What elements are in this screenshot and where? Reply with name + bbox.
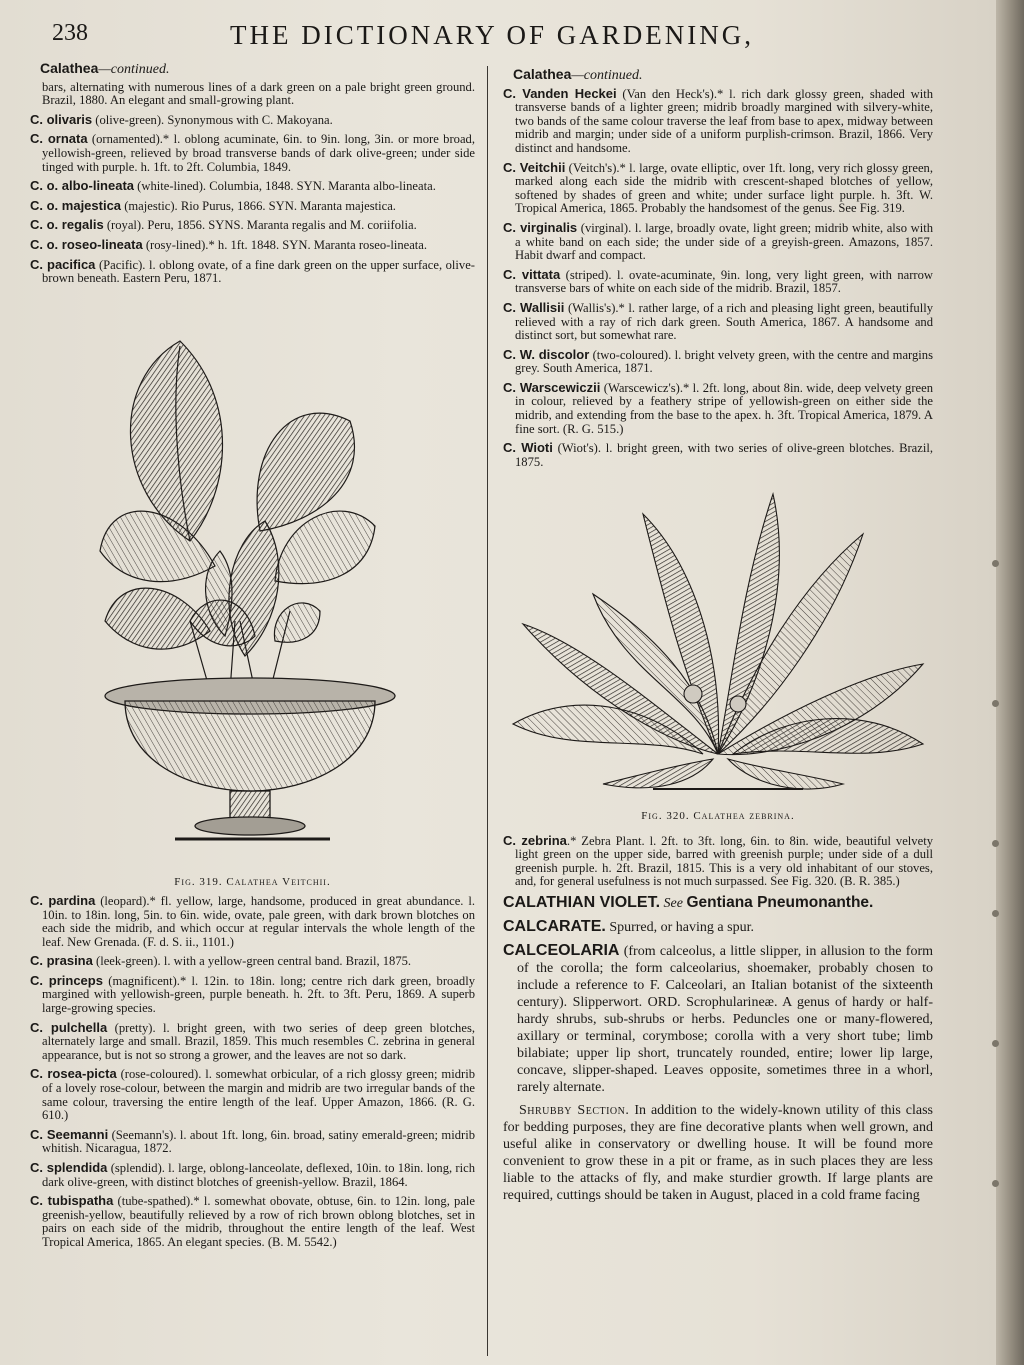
dictionary-entry: C. vittata (striped). l. ovate-acuminate, 9in. long, very light green, with narrow transverse bars of white on each side of the midrib. Brazil, 1857.	[503, 266, 933, 296]
book-page-edge	[996, 0, 1024, 1365]
dictionary-entry: C. o. roseo-lineata (rosy-lined).* h. 1ft. 1848. SYN. Maranta roseo-lineata.	[30, 236, 428, 252]
continued-heading: Calathea—continued.	[40, 60, 170, 77]
figure-319	[30, 291, 475, 890]
dictionary-entry: C. rosea-picta (rose-coloured). l. somewhat orbicular, of a rich glossy green; midrib of a lovely rose-colour, between the margin and midrib are two irregular bands of the same colour, traversing the entire length of the leaf. Upper Amazon, 1866. (R. G. 610.)	[30, 1066, 475, 1123]
dictionary-entry: C. ornata (ornamented).* l. oblong acuminate, 6in. to 9in. long, 3in. or more broad, yellowish-green, relieved by broad transverse bands of dark olive-green; under side tinged with purple. h. 1ft. to 2ft. Columbia, 1849.	[30, 131, 475, 174]
headword-entry: CALCARATE. Spurred, or having a spur.	[503, 918, 754, 935]
section-paragraph: Shrubby Section. In addition to the widely-known utility of this class for bedding purposes, they are fine decorative plants when well grown, and useful alike in conservatory or dwelling house. It will be found more convenient to grow these in a pit or frame, as in such places they are less liable to the attacks of fly, and make sturdier growth. If large plants are required, cuttings should be taken in August, placed in a cold frame facing	[503, 1103, 933, 1203]
dictionary-entry: C. zebrina.* Zebra Plant. l. 2ft. to 3ft. long, 6in. to 8in. wide, beautiful velvety light green on the upper side, barred with greenish purple; under side of a dull greenish purple. h. 2ft. Brazil, 1815. This is a very old inhabitant of our stoves, and, for general usefulness is not much surpassed. See Fig. 320. (B. R. 385.)	[503, 832, 933, 889]
dictionary-entry: C. Vanden Heckei (Van den Heck's).* l. rich dark glossy green, shaded with transverse bands of a lighter green; midrib broadly margined with silvery-white, two bands of the same colour traverse the leaf from base to apex, midway between midrib and margin; under side of a uniform purplish-crimson. Brazil, 1866. Very distinct and handsome.	[503, 85, 933, 155]
figure-320	[503, 474, 933, 823]
continued-heading: Calathea—continued.	[513, 66, 643, 83]
page-title: THE DICTIONARY OF GARDENING,	[230, 20, 754, 50]
dictionary-entry: C. Wallisii (Wallis's).* l. rather large, of a rich and pleasing light green, beautifully relieved with a ray of rich dark green. South America, 1867. A handsome and distinct sort, but somewhat rare.	[503, 299, 934, 343]
calathea-veitchii-engraving	[30, 291, 475, 871]
dictionary-entry: C. pacifica (Pacific). l. oblong ovate, of a fine dark green on the upper surface, olive-brown beneath. Eastern Peru, 1871.	[30, 256, 475, 286]
dictionary-entry: C. prasina (leek-green). l. with a yellow-green central band. Brazil, 1875.	[30, 953, 412, 969]
headword-entry: CALCEOLARIA (from calceolus, a little slipper, in allusion to the form of the corolla; the form calceolarius, shoemaker, probably chosen to include a reference to F. Calceolari, an Italian botanist of the sixteenth century). Slipperwort. ORD. Scrophularineæ. A genus of hardy or half-hardy shrubs, sub-shrubs or herbs. Peduncles one or many-flowered, axillary or terminal, corymbose; corolla with a very short tube; limb bilabiate; upper lip short, truncately rounded, entire; lower lip large, concave, slipper-shaped. Leaves opposite, sometimes three in a whorl, rarely alternate.	[503, 942, 933, 1095]
dictionary-entry: C. virginalis (virginal). l. large, broadly ovate, light green; midrib white, also with a white band on each side; the under side of a greyish-green. Amazons, 1857. Habit dwarf and compact.	[503, 219, 933, 263]
right-column	[503, 68, 933, 1206]
column-divider	[487, 66, 488, 1356]
dictionary-entry: C. splendida (splendid). l. large, oblong-lanceolate, deflexed, 10in. to 18in. long, rich dark olive-green, with distinct blotches of greenish-yellow. Brazil, 1864.	[30, 1160, 475, 1189]
figure-caption: Fig. 319. Calathea Veitchii.	[174, 876, 331, 889]
dictionary-entry: C. Warscewiczii (Warscewicz's).* l. 2ft. long, about 8in. wide, deep velvety green in colour, relieved by a feathery stripe of yellowish-green on either side the midrib, and extending from the base to the apex. h. 3ft. Tropical America, 1879. A fine sort. (R. G. 515.)	[503, 379, 933, 436]
dictionary-entry: C. Seemanni (Seemann's). l. about 1ft. long, 6in. broad, satiny emerald-green; midrib whitish. Nicaragua, 1872.	[30, 1126, 475, 1156]
dictionary-entry: C. princeps (magnificent).* l. 12in. to 18in. long; centre rich dark green, broadly margined with yellowish-green, purple beneath. h. 2ft. to 3ft. Peru, 1869. A superb large-growing species.	[30, 972, 475, 1016]
dictionary-entry: C. pardina (leopard).* fl. yellow, large, handsome, produced in great abundance. l. 10in. to 18in. long, 5in. to 6in. wide, ovate, pale green, with dark brown blotches on each side the midrib, and which occur at regular intervals the whole length of the leaf. New Grenada. (F. d. S. ii., 1101.)	[30, 892, 475, 949]
dictionary-entry: C. Veitchii (Veitch's).* l. large, ovate elliptic, over 1ft. long, very rich glossy green, marked along each side the midrib with crescent-shaped blotches of yellow, softened by shades of green and white; under surface light purple. h. 3ft. W. Tropical America, 1865. Probably the handsomest of the genus. See Fig. 319.	[503, 159, 933, 216]
dictionary-entry: C. Wioti (Wiot's). l. bright green, with two series of olive-green blotches. Brazil, 1875.	[503, 440, 934, 469]
running-header	[40, 18, 980, 58]
calathea-zebrina-engraving	[503, 474, 933, 804]
page-number: 238	[52, 20, 88, 46]
dictionary-entry: C. W. discolor (two-coloured). l. bright velvety green, with the centre and margins grey. South America, 1871.	[503, 346, 933, 376]
left-column	[30, 62, 475, 1255]
headword-entry: CALATHIAN VIOLET. See Gentiana Pneumonanthe.	[503, 894, 874, 911]
dictionary-entry: C. tubispatha (tube-spathed).* l. somewhat obovate, obtuse, 6in. to 12in. long, pale greenish-yellow, beautifully relieved by a row of rich brown oblong blotches, set in pairs on each side of the midrib, throughout the entire length of the leaf. West Tropical America, 1865. An elegant species. (B. M. 5542.)	[30, 1193, 475, 1249]
dictionary-entry: C. olivaris (olive-green). Synonymous with C. Makoyana.	[30, 111, 333, 127]
figure-caption: Fig. 320. Calathea zebrina.	[641, 810, 795, 823]
dictionary-entry: C. o. majestica (majestic). Rio Purus, 1866. SYN. Maranta majestica.	[30, 197, 396, 213]
dictionary-entry: C. o. albo-lineata (white-lined). Columbia, 1848. SYN. Maranta albo-lineata.	[30, 178, 436, 194]
dictionary-entry: C. pulchella (pretty). l. bright green, with two series of deep green blotches, alternately large and small. Brazil, 1859. This much resembles C. zebrina in general appearance, but is not so strong a grower, and the leaves are not so dark.	[30, 1019, 475, 1062]
dictionary-entry: C. o. regalis (royal). Peru, 1856. SYNS. Maranta regalis and M. coriifolia.	[30, 217, 417, 233]
continued-text: bars, alternating with numerous lines of a dark green on a pale bright green ground. Brazil, 1880. An elegant and small-growing plant.	[42, 79, 475, 108]
